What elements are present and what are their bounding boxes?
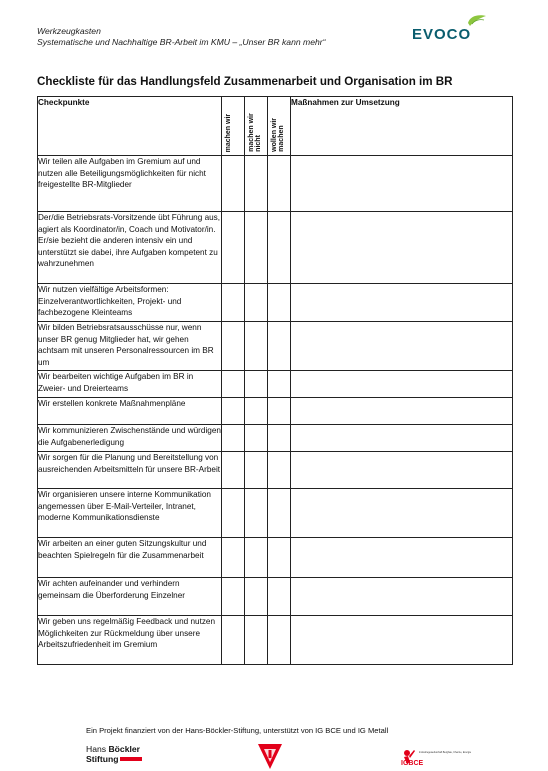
checkbox-cell-dont[interactable] xyxy=(245,322,268,371)
header-col-dont-line1: machen wir xyxy=(248,113,255,152)
ig-metall-logo xyxy=(254,742,286,770)
checkbox-cell-want[interactable] xyxy=(268,212,291,284)
checkbox-cell-do[interactable] xyxy=(222,371,245,398)
measures-cell[interactable] xyxy=(291,322,513,371)
checkbox-cell-dont[interactable] xyxy=(245,578,268,616)
measures-cell[interactable] xyxy=(291,452,513,489)
checkbox-cell-dont[interactable] xyxy=(245,452,268,489)
hbs-bar-icon xyxy=(120,757,142,761)
measures-cell[interactable] xyxy=(291,212,513,284)
igbce-logo xyxy=(400,740,472,771)
checkbox-cell-do[interactable] xyxy=(222,398,245,425)
checkpoint-text: Wir bearbeiten wichtige Aufgaben im BR in Zweier- und Dreierteams xyxy=(38,371,222,398)
header-line-2: Systematische und Nachhaltige BR-Arbeit im KMU – „Unser BR kann mehr“ xyxy=(37,37,326,47)
header-col-want-line2: machen xyxy=(278,125,286,152)
table-row xyxy=(38,284,513,322)
hans-boeckler-logo xyxy=(86,745,142,764)
hbs-word-stiftung: Stiftung xyxy=(86,753,119,764)
checkbox-cell-want[interactable] xyxy=(268,371,291,398)
checkbox-cell-dont[interactable] xyxy=(245,156,268,212)
footer-funding-text: Ein Projekt finanziert von der Hans-Böckler-Stiftung, unterstützt von IG BCE und IG Metall xyxy=(86,726,389,735)
checkbox-cell-dont[interactable] xyxy=(245,284,268,322)
table-row xyxy=(38,616,513,665)
table-row xyxy=(38,578,513,616)
measures-cell[interactable] xyxy=(291,538,513,578)
checkbox-cell-do[interactable] xyxy=(222,489,245,538)
igbce-text: IGBCE xyxy=(401,760,424,767)
header-col-do xyxy=(222,97,245,156)
page-title: Checkliste für das Handlungsfeld Zusammenarbeit und Organisation im BR xyxy=(37,75,453,88)
table-row xyxy=(38,452,513,489)
table-row xyxy=(38,212,513,284)
checklist-table xyxy=(37,96,513,665)
checkbox-cell-want[interactable] xyxy=(268,425,291,452)
checkpoint-text: Wir sorgen für die Planung und Bereitstellung von ausreichenden Arbeitsmitteln für unsere BR-Arbeit xyxy=(38,452,222,489)
header-col-dont-line2: nicht xyxy=(255,135,263,152)
checkbox-cell-dont[interactable] xyxy=(245,489,268,538)
checkbox-cell-dont[interactable] xyxy=(245,538,268,578)
table-row xyxy=(38,489,513,538)
document-header xyxy=(37,26,325,48)
checkbox-cell-want[interactable] xyxy=(268,489,291,538)
measures-cell[interactable] xyxy=(291,156,513,212)
table-header-row xyxy=(38,97,513,156)
checkbox-cell-do[interactable] xyxy=(222,156,245,212)
header-col-want-line1: wollen wir xyxy=(271,118,278,152)
measures-cell[interactable] xyxy=(291,489,513,538)
checkbox-cell-dont[interactable] xyxy=(245,398,268,425)
header-checkpoints: Checkpunkte xyxy=(38,97,222,156)
checkbox-cell-do[interactable] xyxy=(222,322,245,371)
checkpoint-text: Wir organisieren unsere interne Kommunikation angemessen über E-Mail-Verteiler, Intranet, moderne Kommunikationsdienste xyxy=(38,489,222,538)
checkbox-cell-dont[interactable] xyxy=(245,371,268,398)
header-col-do-line1: machen wir xyxy=(225,113,232,152)
measures-cell[interactable] xyxy=(291,398,513,425)
logo-text: EVOCO xyxy=(412,26,472,43)
table-row xyxy=(38,371,513,398)
hbs-word-boeckler: Böckler xyxy=(108,744,140,754)
checkpoint-text: Wir bilden Betriebsratsausschüsse nur, wenn unser BR genug Mitglieder hat, wir gehen achtsam mit unseren Personalressourcen im BR um xyxy=(38,322,222,371)
measures-cell[interactable] xyxy=(291,578,513,616)
header-col-dont xyxy=(245,97,268,156)
checkpoint-text: Wir erstellen konkrete Maßnahmenpläne xyxy=(38,398,222,425)
measures-cell[interactable] xyxy=(291,425,513,452)
checkbox-cell-want[interactable] xyxy=(268,452,291,489)
checkbox-cell-do[interactable] xyxy=(222,616,245,665)
checkpoint-text: Wir kommunizieren Zwischenstände und würdigen die Aufgabenerledigung xyxy=(38,425,222,452)
checkbox-cell-want[interactable] xyxy=(268,538,291,578)
checkbox-cell-want[interactable] xyxy=(268,156,291,212)
checkpoint-text: Wir geben uns regelmäßig Feedback und nutzen Möglichkeiten zur Rückmeldung über unsere Arbeitszufriedenheit im Gremium xyxy=(38,616,222,665)
measures-cell[interactable] xyxy=(291,371,513,398)
checkbox-cell-do[interactable] xyxy=(222,212,245,284)
logo-leaf-icon xyxy=(468,15,486,26)
checkbox-cell-want[interactable] xyxy=(268,284,291,322)
table-row xyxy=(38,156,513,212)
checkbox-cell-do[interactable] xyxy=(222,578,245,616)
table-row xyxy=(38,322,513,371)
checkbox-cell-want[interactable] xyxy=(268,398,291,425)
header-col-want xyxy=(268,97,291,156)
checkbox-cell-dont[interactable] xyxy=(245,425,268,452)
checkbox-cell-do[interactable] xyxy=(222,538,245,578)
checkbox-cell-do[interactable] xyxy=(222,452,245,489)
checkbox-cell-dont[interactable] xyxy=(245,212,268,284)
checkbox-cell-want[interactable] xyxy=(268,322,291,371)
evoco-logo xyxy=(408,14,490,44)
hbs-word-hans: Hans xyxy=(86,744,109,754)
header-line-1: Werkzeugkasten xyxy=(37,26,101,36)
measures-cell[interactable] xyxy=(291,616,513,665)
checkpoint-text: Wir achten aufeinander und verhindern gemeinsam die Überforderung Einzelner xyxy=(38,578,222,616)
checkpoint-text: Wir nutzen vielfältige Arbeitsformen: Einzelverantwortlichkeiten, Projekt- und fachbezogene Kleinteams xyxy=(38,284,222,322)
header-measures: Maßnahmen zur Umsetzung xyxy=(291,97,513,156)
table-row xyxy=(38,538,513,578)
checkpoint-text: Der/die Betriebsrats-Vorsitzende übt Führung aus, agiert als Koordinator/in, Coach und Motivator/in. Er/sie bezieht die anderen intensiv ein und unterstützt sie dabei, ihre Aufgaben kompetent zu wahrzunehmen xyxy=(38,212,222,284)
checkbox-cell-do[interactable] xyxy=(222,284,245,322)
checkbox-cell-want[interactable] xyxy=(268,578,291,616)
table-row xyxy=(38,425,513,452)
checkpoint-text: Wir teilen alle Aufgaben im Gremium auf und nutzen alle Beteiligungsmöglichkeiten für nicht freigestellte BR-Mitglieder xyxy=(38,156,222,212)
table-row xyxy=(38,398,513,425)
igbce-subtext: Industriegewerkschaft Bergbau, Chemie, Energie xyxy=(419,751,472,754)
checkbox-cell-do[interactable] xyxy=(222,425,245,452)
checkpoint-text: Wir arbeiten an einer guten Sitzungskultur und beachten Spielregeln für die Zusammenarbeit xyxy=(38,538,222,578)
measures-cell[interactable] xyxy=(291,284,513,322)
checkbox-cell-want[interactable] xyxy=(268,616,291,665)
checkbox-cell-dont[interactable] xyxy=(245,616,268,665)
